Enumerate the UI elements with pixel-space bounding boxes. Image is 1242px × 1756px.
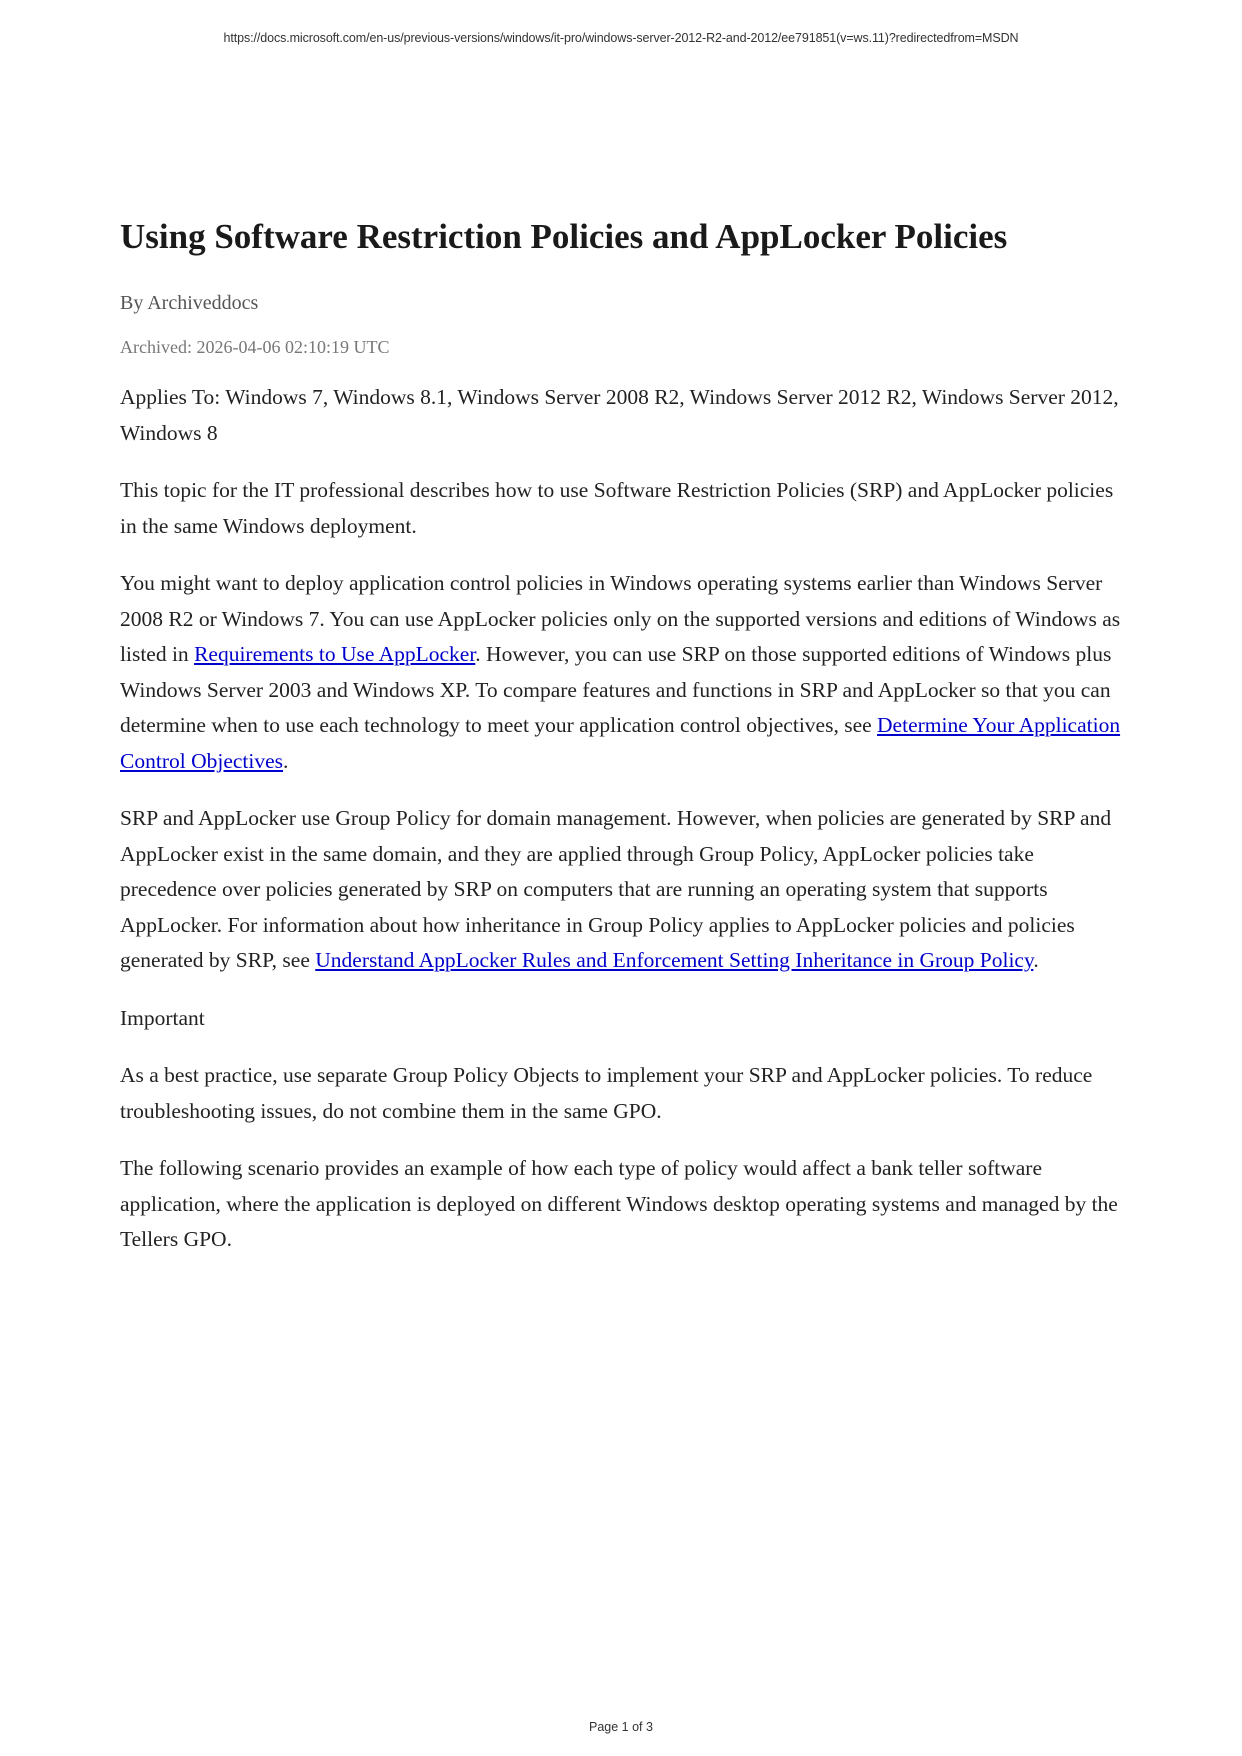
requirements-link[interactable]: Requirements to Use AppLocker — [194, 642, 476, 666]
intro-paragraph: This topic for the IT professional describes how to use Software Restriction Policies (SRP) and AppLocker policies in the same Windows deployment. — [120, 478, 1114, 538]
paragraph-text: . However, you can use SRP on those supported editions of Windows plus Windows Server 2003 and Windows XP. To compare features and functions in SRP and AppLocker so that you can determine when to use each technology to meet your application control objectives, see — [120, 642, 1112, 737]
paragraph-text: . — [283, 748, 289, 773]
paragraph-text: You might want to deploy application control policies in Windows operating systems earlier than Windows Server 2008 R2 or Windows 7. You can use AppLocker policies only on the supported versions and editions of Windows as listed in — [120, 571, 1121, 666]
group-policy-paragraph — [120, 801, 1130, 979]
archived-timestamp: Archived: 2026-04-06 02:10:19 UTC — [120, 337, 390, 357]
inheritance-link[interactable]: Understand AppLocker Rules and Enforcement Setting Inheritance in Group Policy — [315, 948, 1034, 972]
paragraph-text: SRP and AppLocker use Group Policy for domain management. However, when policies are generated by SRP and AppLocker exist in the same domain, and they are applied through Group Policy, AppLocker policies take precedence over policies generated by SRP on computers that are running an operating system that supports AppLocker. For information about how inheritance in Group Policy applies to AppLocker policies and policies generated by SRP, see — [120, 806, 1112, 972]
byline: By Archiveddocs — [120, 292, 259, 314]
compatibility-paragraph — [120, 566, 1130, 779]
page-title: Using Software Restriction Policies and AppLocker Policies — [120, 217, 1008, 256]
scenario-paragraph: The following scenario provides an example of how each type of policy would affect a bank teller software application, where the application is deployed on different Windows desktop operating systems and managed by the Tellers GPO. — [120, 1156, 1118, 1251]
objectives-link[interactable]: Determine Your Application Control Objectives — [120, 713, 1121, 773]
important-note: As a best practice, use separate Group Policy Objects to implement your SRP and AppLocker policies. To reduce troubleshooting issues, do not combine them in the same GPO. — [120, 1063, 1093, 1123]
article — [120, 210, 1130, 1280]
important-label: Important — [120, 1005, 205, 1030]
source-url: https://docs.microsoft.com/en-us/previous-versions/windows/it-pro/windows-server-2012-R2-and-2012/ee791851(v=ws.11)?redirectedfrom=MSDN — [223, 31, 1019, 45]
page-number: Page 1 of 3 — [589, 1720, 653, 1734]
paragraph-text: . — [1033, 948, 1039, 972]
applies-to: Applies To: Windows 7, Windows 8.1, Windows Server 2008 R2, Windows Server 2012 R2, Windows Server 2012, Windows 8 — [120, 385, 1119, 445]
